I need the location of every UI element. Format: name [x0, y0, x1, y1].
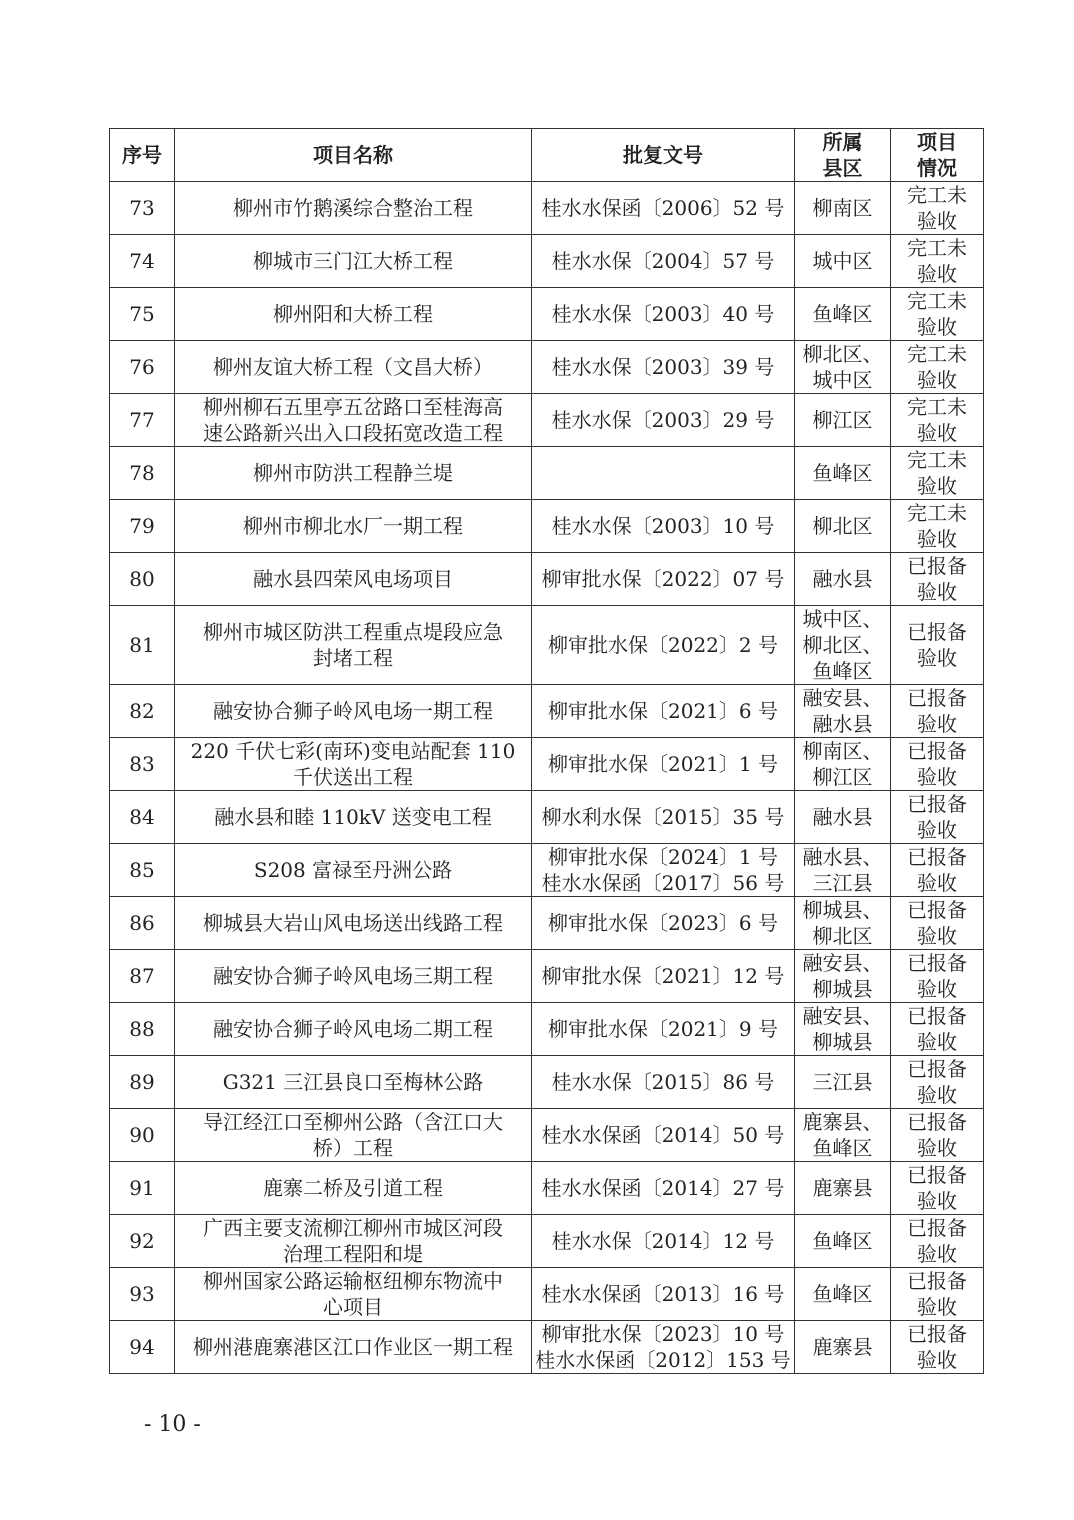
row-index: 84	[110, 791, 175, 844]
table-row	[110, 950, 984, 1003]
district: 融水县、 三江县	[795, 844, 891, 897]
project-status: 已报备 验收	[891, 1321, 984, 1374]
table-row	[110, 685, 984, 738]
page-number: - 10 -	[144, 1412, 201, 1437]
table-row	[110, 1109, 984, 1162]
table-row	[110, 394, 984, 447]
approval-number: 柳审批水保〔2024〕1 号 桂水水保函〔2017〕56 号	[532, 844, 795, 897]
row-index: 73	[110, 182, 175, 235]
project-status: 已报备 验收	[891, 791, 984, 844]
approval-number: 柳审批水保〔2022〕2 号	[532, 606, 795, 685]
district: 柳南区、 柳江区	[795, 738, 891, 791]
project-name: S208 富禄至丹洲公路	[175, 844, 532, 897]
project-name: 柳城县大岩山风电场送出线路工程	[175, 897, 532, 950]
row-index: 80	[110, 553, 175, 606]
row-index: 87	[110, 950, 175, 1003]
approval-number: 柳审批水保〔2022〕07 号	[532, 553, 795, 606]
project-status: 已报备 验收	[891, 606, 984, 685]
district: 融安县、 柳城县	[795, 950, 891, 1003]
header-status: 项目 情况	[891, 129, 984, 182]
project-name: 融安协合狮子岭风电场三期工程	[175, 950, 532, 1003]
district: 鹿寨县、 鱼峰区	[795, 1109, 891, 1162]
table-row	[110, 288, 984, 341]
district: 鱼峰区	[795, 288, 891, 341]
approval-number: 桂水水保函〔2006〕52 号	[532, 182, 795, 235]
district: 柳江区	[795, 394, 891, 447]
district: 融安县、 融水县	[795, 685, 891, 738]
table-row	[110, 606, 984, 685]
project-status: 已报备 验收	[891, 1109, 984, 1162]
project-name: 广西主要支流柳江柳州市城区河段 治理工程阳和堤	[175, 1215, 532, 1268]
district: 城中区	[795, 235, 891, 288]
table-row	[110, 1003, 984, 1056]
row-index: 92	[110, 1215, 175, 1268]
district: 鹿寨县	[795, 1321, 891, 1374]
row-index: 81	[110, 606, 175, 685]
project-name: 融水县四荣风电场项目	[175, 553, 532, 606]
row-index: 86	[110, 897, 175, 950]
approval-number: 桂水水保〔2003〕39 号	[532, 341, 795, 394]
district: 鱼峰区	[795, 1268, 891, 1321]
table-row	[110, 341, 984, 394]
project-name: 柳州市防洪工程静兰堤	[175, 447, 532, 500]
project-name: 柳州市柳北水厂一期工程	[175, 500, 532, 553]
project-status: 已报备 验收	[891, 1162, 984, 1215]
table-row	[110, 182, 984, 235]
district: 鱼峰区	[795, 447, 891, 500]
project-name: 导江经江口至柳州公路（含江口大 桥）工程	[175, 1109, 532, 1162]
approval-number: 柳水利水保〔2015〕35 号	[532, 791, 795, 844]
district: 柳北区、 城中区	[795, 341, 891, 394]
table-row	[110, 1268, 984, 1321]
approval-number: 桂水水保函〔2014〕27 号	[532, 1162, 795, 1215]
table-row	[110, 897, 984, 950]
project-name: 柳州港鹿寨港区江口作业区一期工程	[175, 1321, 532, 1374]
approval-number: 柳审批水保〔2021〕6 号	[532, 685, 795, 738]
row-index: 91	[110, 1162, 175, 1215]
project-name: 柳州柳石五里亭五岔路口至桂海高 速公路新兴出入口段拓宽改造工程	[175, 394, 532, 447]
approval-number: 柳审批水保〔2021〕12 号	[532, 950, 795, 1003]
row-index: 88	[110, 1003, 175, 1056]
project-status: 完工未 验收	[891, 182, 984, 235]
table-row	[110, 738, 984, 791]
project-status: 已报备 验收	[891, 1003, 984, 1056]
table-row	[110, 447, 984, 500]
project-status: 已报备 验收	[891, 685, 984, 738]
project-status: 已报备 验收	[891, 844, 984, 897]
project-status: 已报备 验收	[891, 1215, 984, 1268]
project-status: 完工未 验收	[891, 341, 984, 394]
project-name: 柳城市三门江大桥工程	[175, 235, 532, 288]
header-district: 所属 县区	[795, 129, 891, 182]
row-index: 79	[110, 500, 175, 553]
project-name: 柳州市竹鹅溪综合整治工程	[175, 182, 532, 235]
district: 三江县	[795, 1056, 891, 1109]
table-body	[110, 182, 984, 1374]
table-row	[110, 1215, 984, 1268]
table-row	[110, 1162, 984, 1215]
table-row	[110, 844, 984, 897]
district: 鱼峰区	[795, 1215, 891, 1268]
project-status: 完工未 验收	[891, 500, 984, 553]
approval-number: 桂水水保〔2003〕10 号	[532, 500, 795, 553]
district: 柳北区	[795, 500, 891, 553]
row-index: 85	[110, 844, 175, 897]
table-row	[110, 553, 984, 606]
row-index: 83	[110, 738, 175, 791]
row-index: 75	[110, 288, 175, 341]
project-status: 已报备 验收	[891, 950, 984, 1003]
district: 融安县、 柳城县	[795, 1003, 891, 1056]
approval-number: 柳审批水保〔2021〕9 号	[532, 1003, 795, 1056]
approval-number: 柳审批水保〔2023〕6 号	[532, 897, 795, 950]
table-row	[110, 791, 984, 844]
row-index: 93	[110, 1268, 175, 1321]
approval-number: 柳审批水保〔2021〕1 号	[532, 738, 795, 791]
approval-number	[532, 447, 795, 500]
project-name: 220 千伏七彩(南环)变电站配套 110 千伏送出工程	[175, 738, 532, 791]
district: 柳城县、 柳北区	[795, 897, 891, 950]
row-index: 89	[110, 1056, 175, 1109]
project-status: 完工未 验收	[891, 394, 984, 447]
project-name: 融水县和睦 110kV 送变电工程	[175, 791, 532, 844]
approval-number: 柳审批水保〔2023〕10 号 桂水水保函〔2012〕153 号	[532, 1321, 795, 1374]
approval-number: 桂水水保〔2003〕29 号	[532, 394, 795, 447]
project-name: G321 三江县良口至梅林公路	[175, 1056, 532, 1109]
header-approval-number: 批复文号	[532, 129, 795, 182]
row-index: 76	[110, 341, 175, 394]
project-status: 完工未 验收	[891, 288, 984, 341]
row-index: 77	[110, 394, 175, 447]
header-index: 序号	[110, 129, 175, 182]
approval-number: 桂水水保〔2003〕40 号	[532, 288, 795, 341]
approval-number: 桂水水保函〔2013〕16 号	[532, 1268, 795, 1321]
project-status: 完工未 验收	[891, 447, 984, 500]
project-status: 已报备 验收	[891, 553, 984, 606]
district: 柳南区	[795, 182, 891, 235]
project-status: 完工未 验收	[891, 235, 984, 288]
project-name: 柳州市城区防洪工程重点堤段应急 封堵工程	[175, 606, 532, 685]
district: 融水县	[795, 791, 891, 844]
row-index: 90	[110, 1109, 175, 1162]
row-index: 74	[110, 235, 175, 288]
project-name: 融安协合狮子岭风电场二期工程	[175, 1003, 532, 1056]
project-status: 已报备 验收	[891, 738, 984, 791]
project-name: 柳州友谊大桥工程（文昌大桥）	[175, 341, 532, 394]
approval-number: 桂水水保〔2004〕57 号	[532, 235, 795, 288]
project-status: 已报备 验收	[891, 1268, 984, 1321]
table-row	[110, 235, 984, 288]
approval-number: 桂水水保〔2015〕86 号	[532, 1056, 795, 1109]
approval-number: 桂水水保函〔2014〕50 号	[532, 1109, 795, 1162]
project-status: 已报备 验收	[891, 1056, 984, 1109]
project-name: 柳州阳和大桥工程	[175, 288, 532, 341]
table-row	[110, 1321, 984, 1374]
project-name: 融安协合狮子岭风电场一期工程	[175, 685, 532, 738]
table-row	[110, 500, 984, 553]
project-status: 已报备 验收	[891, 897, 984, 950]
table-header-row	[110, 129, 984, 182]
approval-number: 桂水水保〔2014〕12 号	[532, 1215, 795, 1268]
district: 鹿寨县	[795, 1162, 891, 1215]
row-index: 78	[110, 447, 175, 500]
header-project-name: 项目名称	[175, 129, 532, 182]
row-index: 94	[110, 1321, 175, 1374]
project-name: 鹿寨二桥及引道工程	[175, 1162, 532, 1215]
project-table	[109, 128, 984, 1374]
project-name: 柳州国家公路运输枢纽柳东物流中 心项目	[175, 1268, 532, 1321]
row-index: 82	[110, 685, 175, 738]
district: 融水县	[795, 553, 891, 606]
table-row	[110, 1056, 984, 1109]
district: 城中区、 柳北区、 鱼峰区	[795, 606, 891, 685]
